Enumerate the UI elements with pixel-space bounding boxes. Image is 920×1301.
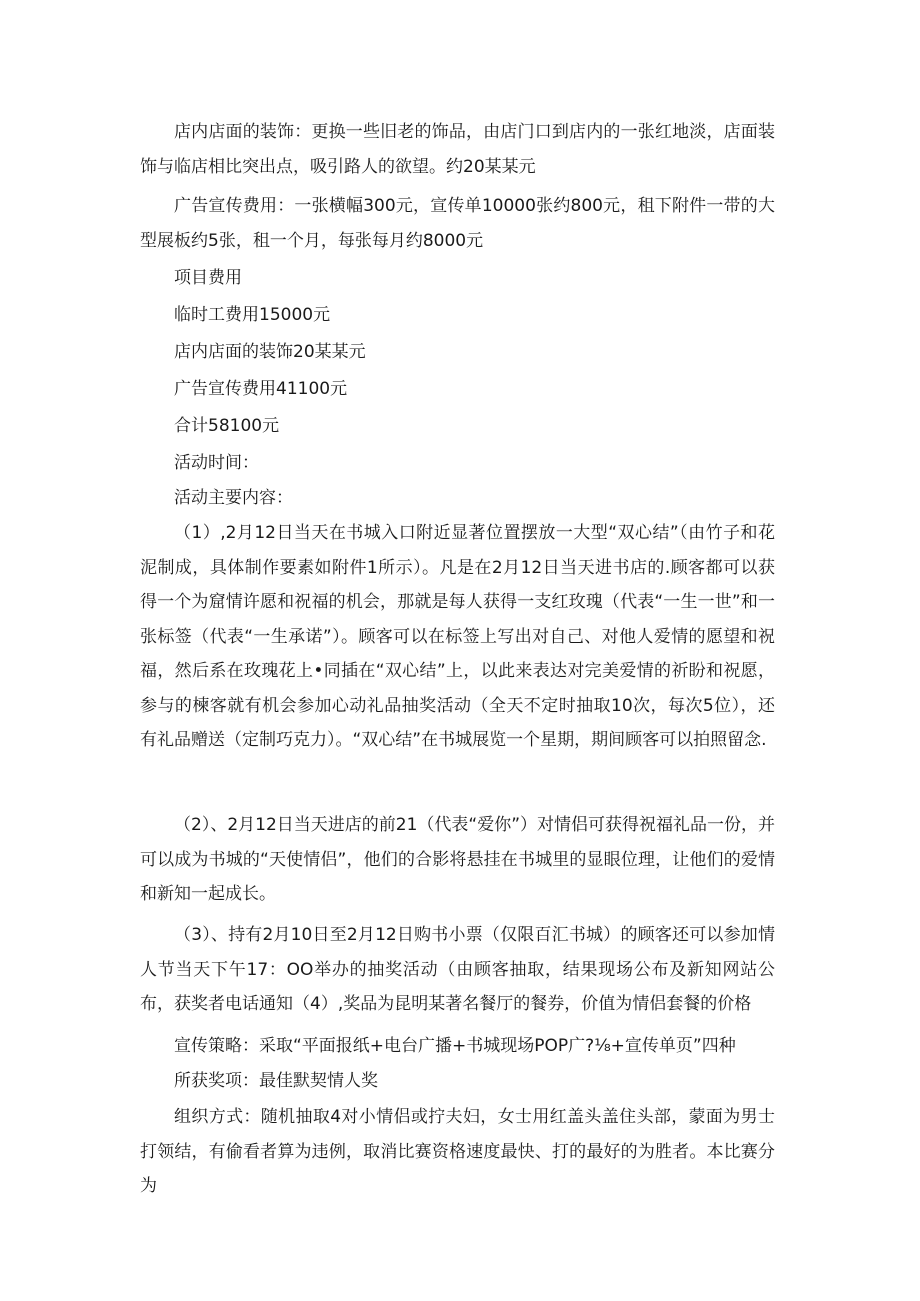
paragraph-advertising-cost: 广告宣传费用：一张横幅300元，宣传单10000张约800元，租下附件一带的大型展板约5张，租一个月，每张每月约8000元 [140, 196, 775, 251]
paragraph-award: 所获奖项：最佳默契情人奖 [174, 1071, 378, 1091]
paragraph-promotion-strategy: 宣传策略：采取“平面报纸+电台广播+书城现场POP广?⅛+宣传单页”四种 [174, 1036, 736, 1056]
heading-project-cost: 项目费用 [174, 268, 242, 288]
paragraph-activity-2: （2）、2月12日当天进店的前21（代表“爱你”）对情侣可获得祝福礼品一份，并可以成为书城的“天使情侣”，他们的合影将悬挂在书城里的显眼位理，让他们的爱情和新知一起成长。 [140, 815, 776, 904]
heading-activity-content: 活动主要内容： [174, 488, 293, 508]
item-decoration-cost: 店内店面的装饰20某某元 [174, 342, 366, 362]
item-advertising-cost: 广告宣传费用41100元 [174, 379, 348, 399]
paragraph-activity-1: （1）,2月12日当天在书城入口附近显著位置摆放一大型“双心结”（由竹子和花泥制成，具体制作要素如附件1所示）。凡是在2月12日当天进书店的.顾客都可以获得一个为窟情许愿和祝福的机会，那就是每人获得一支红玫瑰（代表“一生一世”和一张标签（代表“一生承诺”）。顾客可以在标签上写出对自己、对他人爱情的愿望和祝福，然后系在玫瑰花上•同插在“双心结”上，以此来表达对完美爱情的祈盼和祝愿，参与的楝客就有机会参加心动礼品抽奖活动（全天不定时抽取10次，每次5位），还有礼品赠送（定制巧克力）。“双心结”在书城展览一个星期，期间顾客可以拍照留念. [140, 523, 775, 750]
heading-activity-time: 活动时间： [174, 453, 259, 473]
item-total-cost: 合计58100元 [174, 416, 280, 436]
item-temp-worker-cost: 临时工费用15000元 [174, 305, 331, 325]
paragraph-activity-3: （3）、持有2月10日至2月12日购书小票（仅限百汇书城）的顾客还可以参加情人节当天下午17：OO举办的抽奖活动（由顾客抽取，结果现场公布及新知网站公布，获奖者电话通知（4）,奖品为昆明某著名餐厅的餐券，价值为情侣套餐的价格 [140, 925, 775, 1014]
paragraph-organization: 组织方式：随机抽取4对小情侣或拧夫妇，女士用红盖头盖住头部，蒙面为男士打领结，有偷看者算为违例，取消比赛资格速度最快、打的最好的为胜者。本比赛分为 [140, 1107, 775, 1196]
paragraph-store-decoration: 店内店面的装饰：更换一些旧老的饰品，由店门口到店内的一张红地淡，店面装饰与临店相比突出点，吸引路人的欲望。约20某某元 [140, 122, 775, 177]
